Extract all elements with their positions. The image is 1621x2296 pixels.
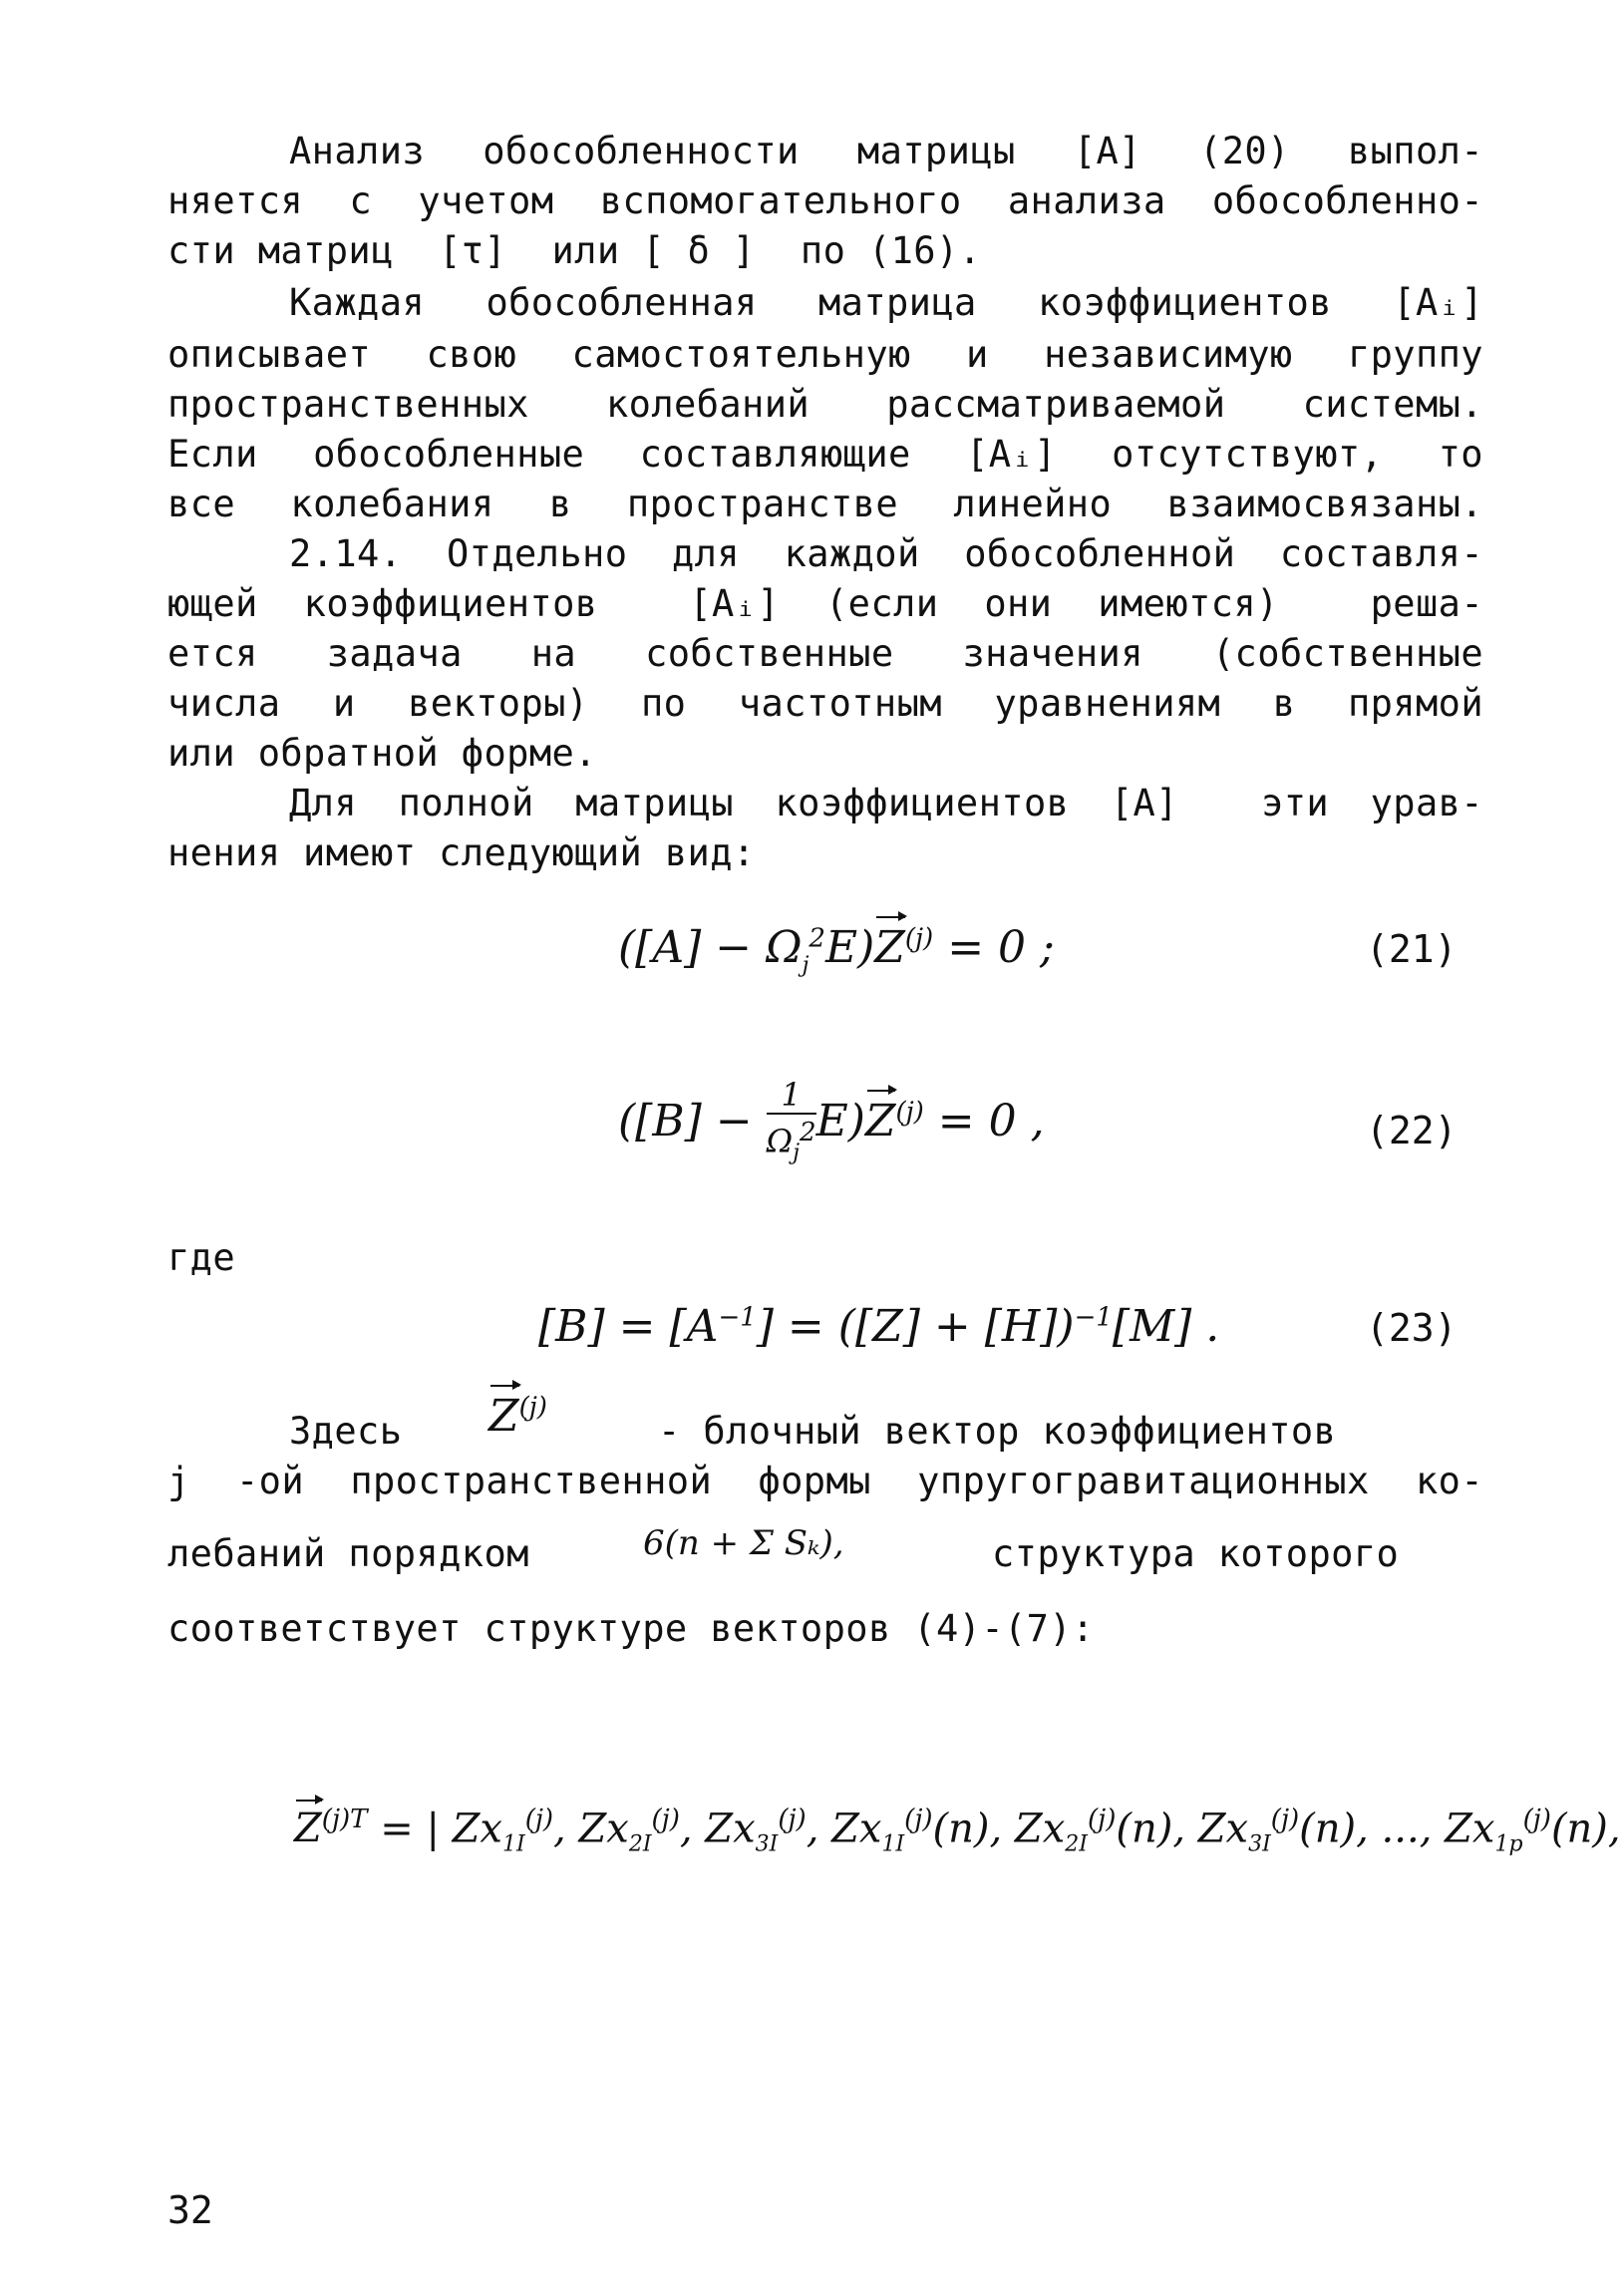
text-line-13: или обратной форме. [167, 732, 597, 775]
text-line-10: ющей коэффициентов [Aᵢ] (если они имеются) реша- [167, 582, 1483, 625]
here-prefix: Здесь [289, 1410, 403, 1453]
equation-21-number: (21) [1366, 927, 1458, 971]
where-label: где [167, 1236, 236, 1279]
equation-22-number: (22) [1366, 1109, 1458, 1152]
equation-23-number: (23) [1366, 1306, 1458, 1350]
text-line-9: 2.14. Отдельно для каждой обособленной составля- [289, 532, 1483, 575]
text-line-15: нения имеют следующий вид: [167, 831, 756, 874]
text-line-j: j -ой пространственной формы упругогравитационных ко- [167, 1460, 1483, 1502]
order-expression: 6(n + Σ Sₖ), [643, 1523, 844, 1563]
text-line-7: Если обособленные составляющие [Aᵢ] отсутствуют, то [167, 433, 1483, 476]
text-line-12: числа и векторы) по частотным уравнениям в прямой [167, 682, 1483, 725]
order-suffix: структура которого [992, 1532, 1400, 1575]
text-line-14: Для полной матрицы коэффициентов [A] эти урав- [289, 782, 1483, 824]
here-rest: - блочный вектор коэффициентов [658, 1410, 1337, 1453]
text-line-1: Анализ обособленности матрицы [A] (20) выпол- [289, 130, 1483, 172]
text-line-5: описывает свою самостоятельную и независимую группу [167, 333, 1483, 376]
text-line-4: Каждая обособленная матрица коэффициентов [Aᵢ] [289, 281, 1483, 324]
text-line-11: ется задача на собственные значения (собственные [167, 632, 1483, 675]
vector-structure-formula: $Z^{(j)T}$ = | $Zx_{1I}^{(j)}$, $Zx_{2I}^{(j)}$, $Zx_{3I}^{(j)}$, $Zx_{1I}^{(j)}(n)$, $Zx_{2I}^{(j)}(n)$, $Zx_{3I}^{(j)}(n)$, ..., $Zx_{1p}^{(j)}(n)$, [294, 1804, 1621, 1857]
text-line-corresponds: соответствует структуре векторов (4)-(7): [167, 1607, 1095, 1650]
page-number: 32 [167, 2188, 213, 2232]
equation-21: $([A] - \Omega_j^2E)Z^{(j)} = 0$ ; [618, 922, 1055, 978]
text-line-3: сти матриц [τ] или [ δ ] по (16). [167, 229, 982, 272]
equation-23: $[B] = [A^{-1}] = ([Z] + [H])^{-1}[M]$ . [538, 1301, 1220, 1352]
equation-22: ($[B] - \frac{1}{\Omega_j^2}$ $E)Z^{(j)} = 0$ , [618, 1077, 1045, 1171]
vector-z-symbol: $Z^{(j)}$ [488, 1391, 547, 1442]
order-prefix: лебаний порядком [167, 1532, 529, 1575]
text-line-8: все колебания в пространстве линейно взаимосвязаны. [167, 483, 1483, 525]
text-line-6: пространственных колебаний рассматриваемой системы. [167, 383, 1483, 426]
text-line-2: няется с учетом вспомогательного анализа обособленно- [167, 179, 1483, 222]
